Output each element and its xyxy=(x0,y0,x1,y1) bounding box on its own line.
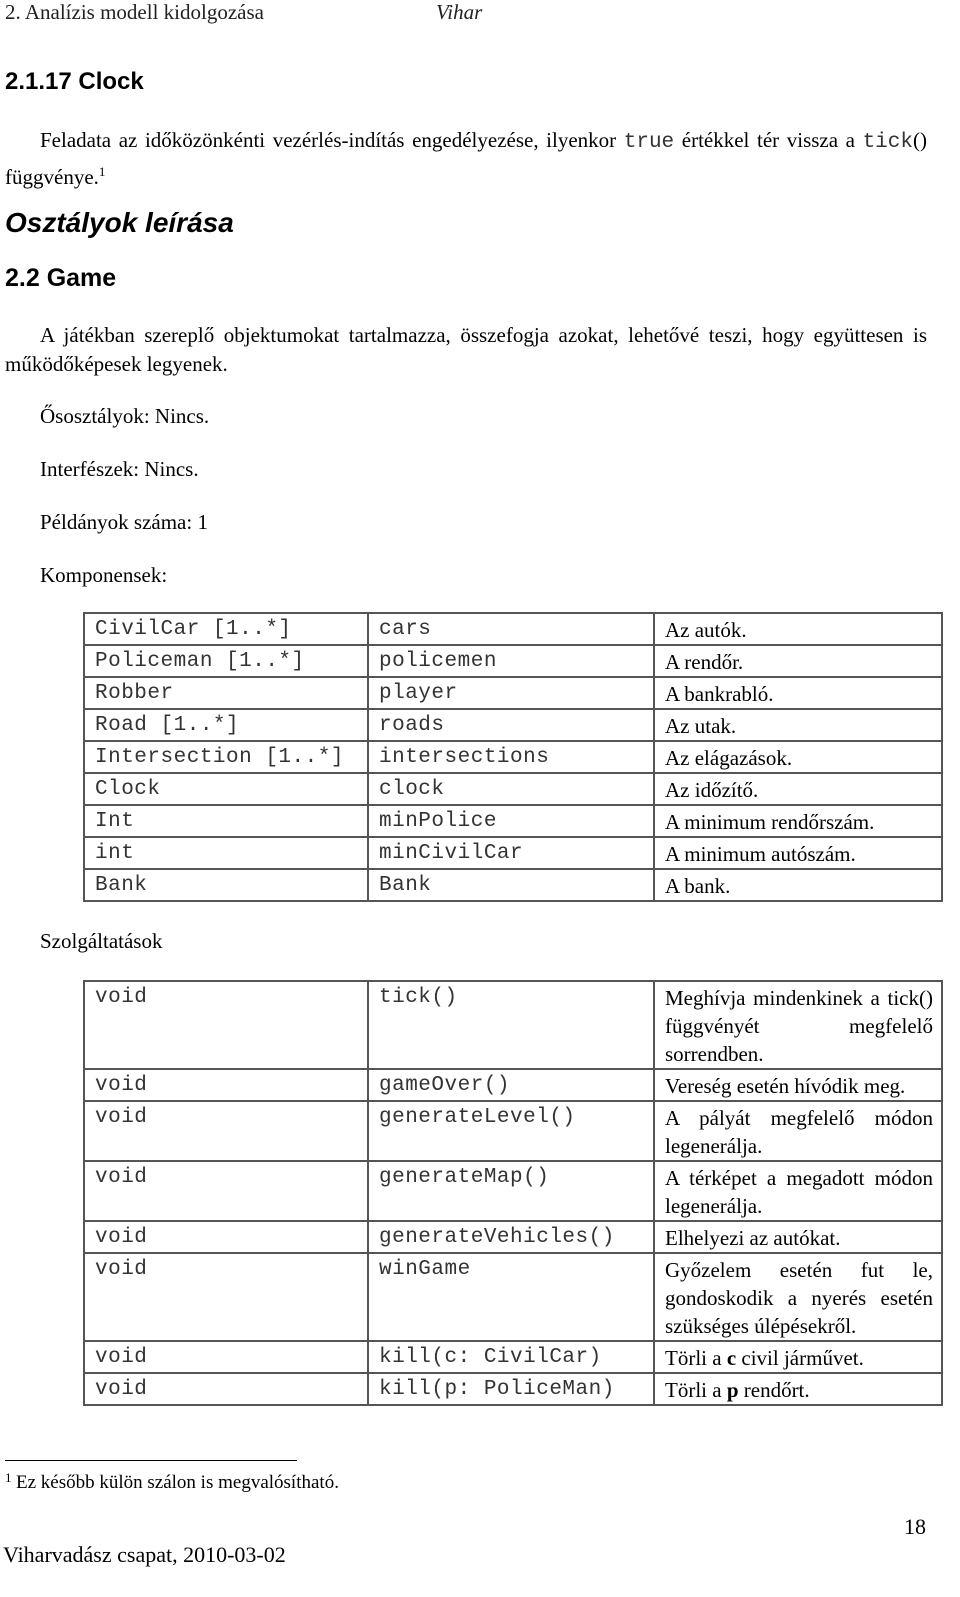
superclasses-line: Ősosztályok: Nincs. xyxy=(40,404,210,428)
component-description: Az elágazások. xyxy=(654,741,942,773)
component-name: Bank xyxy=(368,869,654,901)
component-name: minPolice xyxy=(368,805,654,837)
clock-heading xyxy=(5,68,144,96)
service-description: Vereség esetén hívódik meg. xyxy=(654,1069,942,1101)
component-description: A bank. xyxy=(654,869,942,901)
service-signature: generateVehicles() xyxy=(368,1221,654,1253)
game-description: A játékban szereplő objektumokat tartalmazza, összefogja azokat, lehetővé teszi, hogy együttesen is működőképesek legyenek. xyxy=(5,323,927,376)
component-name: cars xyxy=(368,613,654,645)
service-description: A pályát megfelelő módon legenerálja. xyxy=(654,1101,942,1161)
component-type: Clock xyxy=(84,773,368,805)
clock-code-tick: tick xyxy=(862,131,913,154)
footnote-reference: 1 xyxy=(98,164,106,179)
clock-desc-text-2: értékkel tér vissza a xyxy=(674,128,863,152)
table-row xyxy=(84,645,942,677)
page-number: 18 xyxy=(904,1514,926,1539)
table-row xyxy=(84,709,942,741)
table-row xyxy=(84,1221,942,1253)
component-name: clock xyxy=(368,773,654,805)
service-description: Győzelem esetén fut le, gondoskodik a nyerés esetén szükséges úlépésekről. xyxy=(654,1253,942,1341)
table-row xyxy=(84,981,942,1069)
component-type: CivilCar [1..*] xyxy=(84,613,368,645)
service-signature: tick() xyxy=(368,981,654,1069)
component-type: Policeman [1..*] xyxy=(84,645,368,677)
service-return-type: void xyxy=(84,981,368,1069)
component-name: roads xyxy=(368,709,654,741)
footer-text: Viharvadász csapat, 2010-03-02 xyxy=(3,1542,286,1567)
clock-code-true: true xyxy=(623,131,675,154)
service-signature: kill(p: PoliceMan) xyxy=(368,1373,654,1405)
component-type: Int xyxy=(84,805,368,837)
table-row xyxy=(84,1341,942,1373)
table-row xyxy=(84,1253,942,1341)
service-return-type: void xyxy=(84,1341,368,1373)
component-description: A rendőr. xyxy=(654,645,942,677)
table-row xyxy=(84,613,942,645)
component-name: intersections xyxy=(368,741,654,773)
service-description-text: Törli a xyxy=(665,1378,727,1402)
service-description xyxy=(654,1341,942,1373)
service-description xyxy=(654,1373,942,1405)
running-header-chapter: 2. Analízis modell kidolgozása xyxy=(5,0,264,24)
component-type: int xyxy=(84,837,368,869)
services-table xyxy=(83,980,943,1406)
running-header-project: Vihar xyxy=(436,0,483,24)
component-description: Az időzítő. xyxy=(654,773,942,805)
table-row xyxy=(84,837,942,869)
service-return-type: void xyxy=(84,1161,368,1221)
service-description-text: rendőrt. xyxy=(738,1378,810,1402)
component-description: Az utak. xyxy=(654,709,942,741)
clock-desc-text-1: Feladata az időközönkénti vezérlés-indítás engedélyezése, ilyenkor xyxy=(40,128,624,152)
game-heading: 2.2 Game xyxy=(5,264,117,292)
footnote-mark: 1 xyxy=(5,1470,12,1485)
services-label: Szolgáltatások xyxy=(40,929,163,953)
table-row xyxy=(84,1161,942,1221)
service-signature: kill(c: CivilCar) xyxy=(368,1341,654,1373)
footnote-separator xyxy=(5,1460,297,1461)
table-row xyxy=(84,1101,942,1161)
table-row xyxy=(84,741,942,773)
service-return-type: void xyxy=(84,1221,368,1253)
component-type: Road [1..*] xyxy=(84,709,368,741)
service-return-type: void xyxy=(84,1373,368,1405)
clock-desc-text-3: () függvénye. xyxy=(5,128,927,189)
table-row xyxy=(84,773,942,805)
component-name: player xyxy=(368,677,654,709)
service-return-type: void xyxy=(84,1101,368,1161)
component-type: Bank xyxy=(84,869,368,901)
service-return-type: void xyxy=(84,1069,368,1101)
component-description: A minimum autószám. xyxy=(654,837,942,869)
section-heading-class-descriptions: Osztályok leírása xyxy=(5,207,234,238)
service-signature: generateMap() xyxy=(368,1161,654,1221)
service-signature: generateLevel() xyxy=(368,1101,654,1161)
service-description-param: p xyxy=(726,1378,739,1402)
components-label: Komponensek: xyxy=(40,563,168,587)
table-row xyxy=(84,869,942,901)
component-type: Intersection [1..*] xyxy=(84,741,368,773)
service-description: Meghívja mindenkinek a tick() függvényét megfelelő sorrendben. xyxy=(654,981,942,1069)
component-type: Robber xyxy=(84,677,368,709)
component-name: policemen xyxy=(368,645,654,677)
table-row xyxy=(84,677,942,709)
service-description-text: Törli a xyxy=(665,1346,727,1370)
clock-description xyxy=(5,126,927,192)
service-description-text: civil járművet. xyxy=(736,1346,864,1370)
service-return-type: void xyxy=(84,1253,368,1341)
service-signature: winGame xyxy=(368,1253,654,1341)
footnote-text: Ez később külön szálon is megvalósítható. xyxy=(16,1472,339,1493)
table-row xyxy=(84,1069,942,1101)
clock-heading-text: 2.1.17 Clock xyxy=(5,68,144,95)
service-description: A térképet a megadott módon legenerálja. xyxy=(654,1161,942,1221)
component-name: minCivilCar xyxy=(368,837,654,869)
component-description: A minimum rendőrszám. xyxy=(654,805,942,837)
component-description: Az autók. xyxy=(654,613,942,645)
component-description: A bankrabló. xyxy=(654,677,942,709)
service-description: Elhelyezi az autókat. xyxy=(654,1221,942,1253)
components-table xyxy=(83,612,943,902)
instances-line: Példányok száma: 1 xyxy=(40,510,208,534)
service-description-param: c xyxy=(726,1346,737,1370)
interfaces-line: Interfészek: Nincs. xyxy=(40,457,199,481)
service-signature: gameOver() xyxy=(368,1069,654,1101)
table-row xyxy=(84,1373,942,1405)
table-row xyxy=(84,805,942,837)
